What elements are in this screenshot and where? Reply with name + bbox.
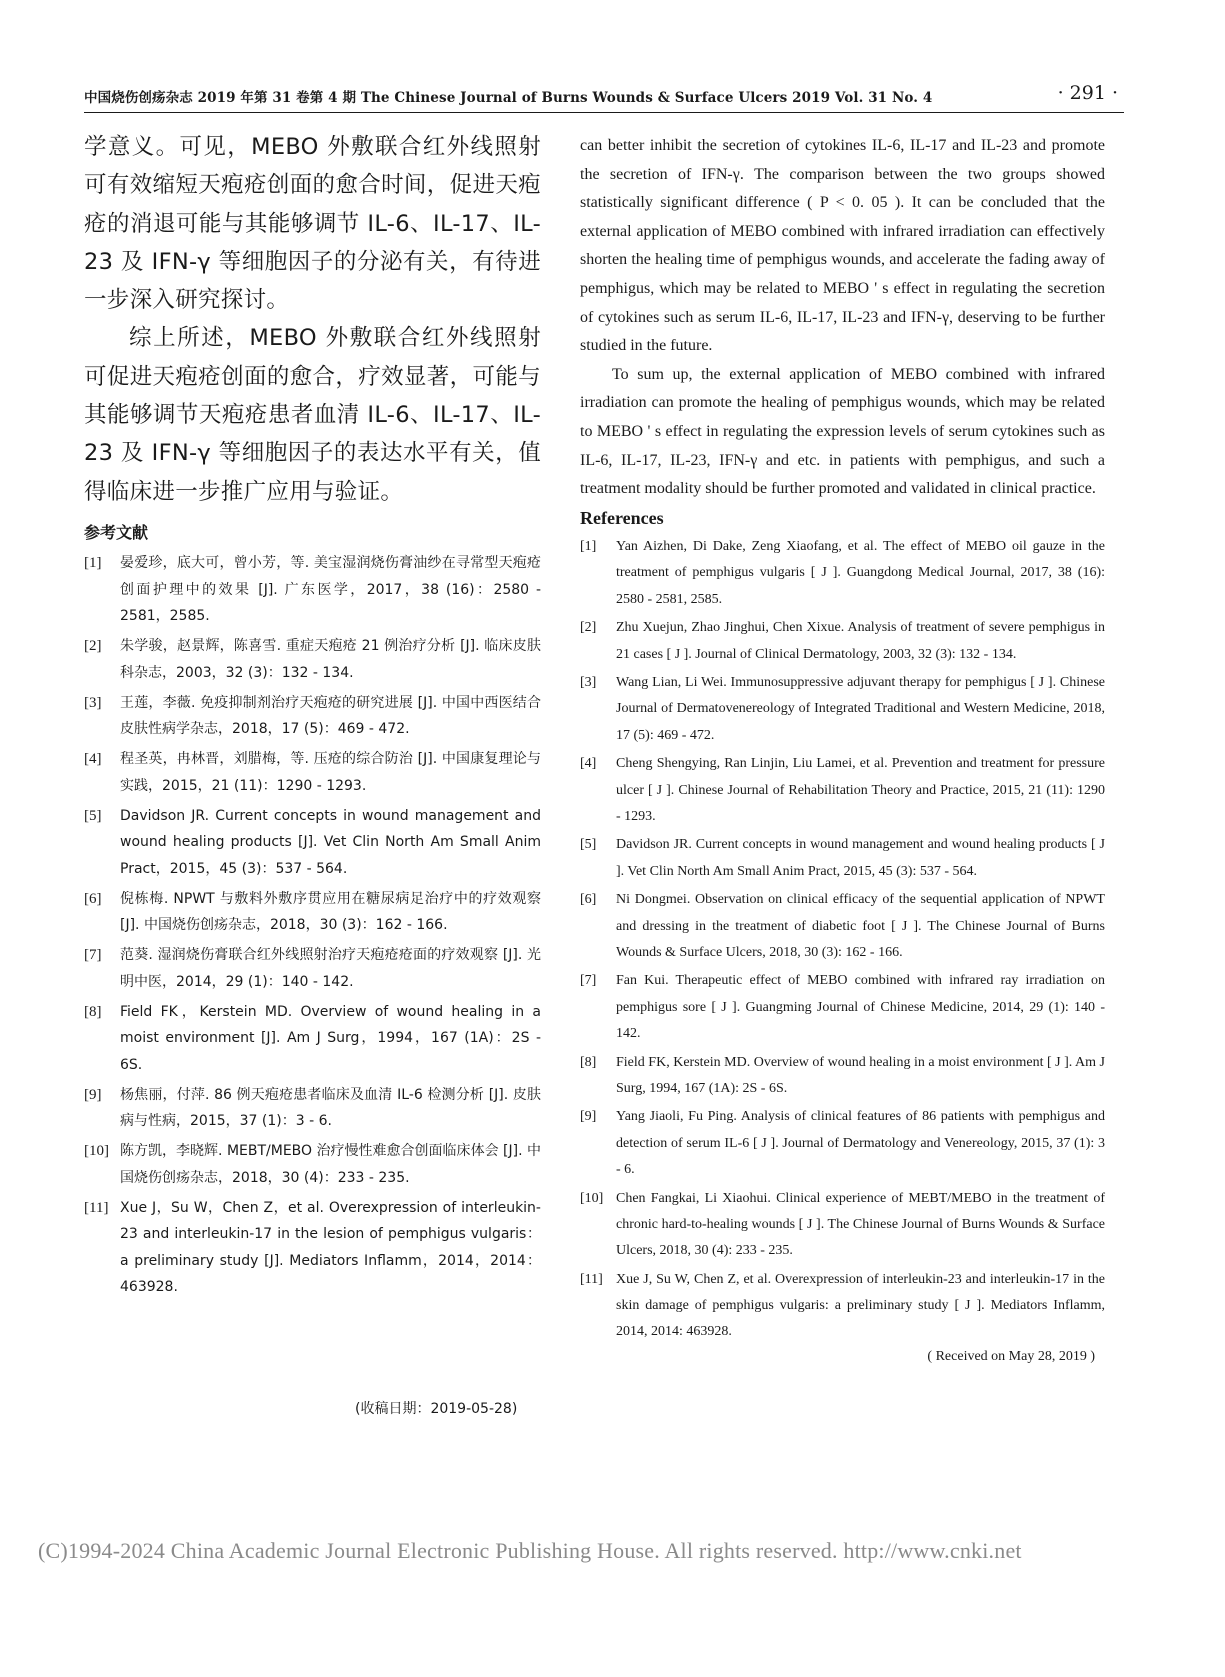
reference-item (580, 670, 1105, 749)
reference-item (84, 999, 541, 1079)
reference-text: Xue J, Su W, Chen Z, et al. Overexpression of interleukin-23 and interleukin-17 in the skin damage of pemphigus vulgaris: a preliminary study [ J ]. Mediators Inflamm, 2014, 2014: 463928. (616, 1271, 1105, 1340)
running-title: 中国烧伤创疡杂志 2019 年第 31 卷第 4 期 The Chinese Journal of Burns Wounds & Surface Ulcers 2019 Vol. 31 No. 4 (84, 90, 933, 106)
reference-number: [11] (580, 1271, 603, 1287)
references-title-en: References (580, 507, 664, 528)
reference-text: 王莲，李薇. 免疫抑制剂治疗天疱疮的研究进展 [J]. 中国中西医结合皮肤性病学杂志，2018，17 (5)：469 - 472. (120, 694, 541, 738)
reference-item (84, 633, 541, 686)
reference-text: Wang Lian, Li Wei. Immunosuppressive adjuvant therapy for pemphigus [ J ]. Chinese Journal of Dermatovenereology of Integrated Traditional and Western Medicine, 2018, 17 (5): 469 - 472. (616, 675, 1105, 743)
references-list-en (580, 534, 1105, 1345)
reference-text: 陈方凯，李晓辉. MEBT/MEBO 治疗慢性难愈合创面临床体会 [J]. 中国烧伤创疡杂志，2018，30 (4)：233 - 235. (120, 1143, 541, 1186)
copyright-footer: (C)1994-2024 China Academic Journal Electronic Publishing House. All rights reserved. http://www.cnki.net (38, 1538, 1022, 1563)
reference-text: Yan Aizhen, Di Dake, Zeng Xiaofang, et al. The effect of MEBO oil gauze in the treatment of pemphigus vulgaris [ J ]. Guangdong Medical Journal, 2017, 38 (16): 2580 - 2581, 2585. (616, 539, 1105, 607)
reference-item (580, 615, 1105, 667)
en-paragraph-1: can better inhibit the secretion of cytokines IL-6, IL-17 and IL-23 and promote the secretion of IFN-γ. The comparison between the two groups showed statistically significant difference ( P < 0. 05 ). It can be concluded that the external application of MEBO combined with infrared irradiation can effectively shorten the healing time of pemphigus wounds, and accelerate the fading away of pemphigus, which may be related to MEBO ' s effect in regulating the secretion of cytokines such as serum IL-6, IL-17, IL-23 and IFN-γ, deserving to be further studied in the future. (580, 137, 1105, 355)
reference-number: [2] (580, 620, 597, 636)
reference-number: [9] (580, 1109, 597, 1125)
reference-text: Davidson JR. Current concepts in wound management and wound healing products [J]. Vet Clin North Am Small Anim Pract，2015，45 (3)：537 - 564. (120, 807, 541, 877)
chinese-body (84, 128, 541, 511)
reference-text: 晏爱珍，底大可，曾小芳，等. 美宝湿润烧伤膏油纱在寻常型天疱疮创面护理中的效果 [J]. 广东医学，2017，38 (16)：2580 - 2581，2585. (120, 555, 541, 625)
en-paragraph-2: To sum up, the external application of MEBO combined with infrared irradiation can promote the healing of pemphigus wounds, which may be related to MEBO ' s effect in regulating the expression levels of serum cytokines such as IL-6, IL-17, IL-23, IFN-γ and etc. in patients with pemphigus, and such a treatment modality should be further promoted and validated in clinical practice. (580, 365, 1105, 498)
reference-text: Fan Kui. Therapeutic effect of MEBO combined with infrared ray irradiation on pemphigus sore [ J ]. Guangming Journal of Chinese Medicine, 2014, 29 (1): 140 - 142. (616, 973, 1105, 1041)
reference-text: Field FK，Kerstein MD. Overview of wound healing in a moist environment [J]. Am J Surg，1994，167 (1A)：2S - 6S. (120, 1003, 541, 1073)
reference-item (580, 1104, 1105, 1183)
references-title-zh: 参考文献 (84, 522, 149, 542)
reference-number: [5] (580, 837, 597, 853)
english-body (580, 132, 1105, 504)
reference-text: 范葵. 湿润烧伤膏联合红外线照射治疗天疱疮疮面的疗效观察 [J]. 光明中医，2014，29 (1)：140 - 142. (120, 947, 541, 990)
reference-item (84, 803, 541, 883)
reference-text: Field FK, Kerstein MD. Overview of wound healing in a moist environment [ J ]. Am J Surg, 1994, 167 (1A): 2S - 6S. (616, 1054, 1105, 1096)
reference-item (580, 1186, 1105, 1265)
reference-text: Xue J，Su W，Chen Z，et al. Overexpression of interleukin-23 and interleukin-17 in the lesion of pemphigus vulgaris：a preliminary study [J]. Mediators Inflamm，2014，2014：463928. (120, 1199, 541, 1296)
zh-paragraph-2: 综上所述，MEBO 外敷联合红外线照射可促进天疱疮创面的愈合，疗效显著，可能与其能够调节天疱疮患者血清 IL-6、IL-17、IL-23 及 IFN-γ 等细胞因子的表达水平有关，值得临床进一步推广应用与验证。 (84, 325, 541, 505)
received-date-zh: (收稿日期：2019-05-28) (355, 1401, 518, 1417)
reference-item (84, 1082, 541, 1135)
reference-number: [10] (580, 1190, 604, 1206)
running-header (84, 82, 1124, 113)
reference-number: [6] (84, 890, 102, 907)
reference-text: Ni Dongmei. Observation on clinical efficacy of the sequential application of NPWT and dressing in the treatment of diabetic foot [ J ]. The Chinese Journal of Burns Wounds & Surface Ulcers, 2018, 30 (3): 162 - 166. (616, 892, 1105, 960)
reference-item (580, 751, 1105, 830)
reference-text: 杨焦丽，付萍. 86 例天疱疮患者临床及血清 IL-6 检测分析 [J]. 皮肤病与性病，2015，37 (1)：3 - 6. (120, 1086, 541, 1130)
reference-item (84, 886, 541, 939)
reference-item (580, 968, 1105, 1047)
reference-text: Chen Fangkai, Li Xiaohui. Clinical experience of MEBT/MEBO in the treatment of chronic hard-to-healing wounds [ J ]. The Chinese Journal of Burns Wounds & Surface Ulcers, 2018, 30 (4): 233 - 235. (616, 1190, 1105, 1258)
reference-number: [9] (84, 1086, 102, 1103)
reference-text: Cheng Shengying, Ran Linjin, Liu Lamei, et al. Prevention and treatment for pressure ulcer [ J ]. Chinese Journal of Rehabilitation Theory and Practice, 2015, 21 (11): 1290 - 1293. (616, 756, 1105, 824)
reference-text: Davidson JR. Current concepts in wound management and wound healing products [ J ]. Vet Clin North Am Small Anim Pract, 2015, 45 (3): 537 - 564. (616, 837, 1105, 879)
reference-text: 朱学骏，赵景辉，陈喜雪. 重症天疱疮 21 例治疗分析 [J]. 临床皮肤科杂志，2003，32 (3)：132 - 134. (120, 638, 541, 681)
received-date-en: ( Received on May 28, 2019 ) (927, 1349, 1095, 1365)
reference-item (580, 534, 1105, 613)
reference-item (84, 690, 541, 743)
reference-number: [2] (84, 638, 102, 655)
reference-number: [7] (84, 947, 102, 964)
reference-text: 程圣英，冉林晋，刘腊梅，等. 压疮的综合防治 [J]. 中国康复理论与实践，2015，21 (11)：1290 - 1293. (120, 751, 541, 794)
reference-text: Zhu Xuejun, Zhao Jinghui, Chen Xixue. Analysis of treatment of severe pemphigus in 21 cases [ J ]. Journal of Clinical Dermatology, 2003, 32 (3): 132 - 134. (616, 620, 1105, 662)
reference-item (580, 887, 1105, 966)
reference-number: [7] (580, 973, 597, 989)
reference-number: [11] (84, 1199, 109, 1216)
zh-paragraph-1: 学意义。可见，MEBO 外敷联合红外线照射可有效缩短天疱疮创面的愈合时间，促进天疱疮的消退可能与其能够调节 IL-6、IL-17、IL-23 及 IFN-γ 等细胞因子的分泌有关，有待进一步深入研究探讨。 (84, 134, 541, 314)
reference-text: Yang Jiaoli, Fu Ping. Analysis of clinical features of 86 patients with pemphigus and detection of serum IL-6 [ J ]. Journal of Dermatology and Venereology, 2015, 37 (1): 3 - 6. (616, 1109, 1105, 1177)
reference-number: [5] (84, 807, 102, 824)
references-list-zh (84, 550, 541, 1301)
reference-item (84, 550, 541, 630)
left-column (84, 128, 541, 1301)
reference-item (580, 832, 1105, 884)
reference-number: [1] (580, 539, 597, 555)
reference-number: [4] (84, 751, 102, 768)
reference-item (84, 1195, 541, 1301)
reference-item (84, 942, 541, 995)
reference-number: [10] (84, 1143, 109, 1160)
reference-item (84, 746, 541, 799)
page-number: · 291 · (1057, 82, 1118, 104)
reference-item (84, 1138, 541, 1191)
reference-number: [1] (84, 555, 102, 572)
reference-item (580, 1050, 1105, 1102)
reference-number: [8] (84, 1003, 102, 1020)
reference-number: [3] (580, 675, 597, 691)
reference-text: 倪栋梅. NPWT 与敷料外敷序贯应用在糖尿病足治疗中的疗效观察 [J]. 中国烧伤创疡杂志，2018，30 (3)：162 - 166. (120, 890, 541, 934)
right-column (580, 132, 1105, 1365)
reference-item (580, 1267, 1105, 1346)
reference-number: [3] (84, 694, 102, 711)
reference-number: [8] (580, 1054, 597, 1070)
reference-number: [6] (580, 892, 597, 908)
reference-number: [4] (580, 756, 597, 772)
